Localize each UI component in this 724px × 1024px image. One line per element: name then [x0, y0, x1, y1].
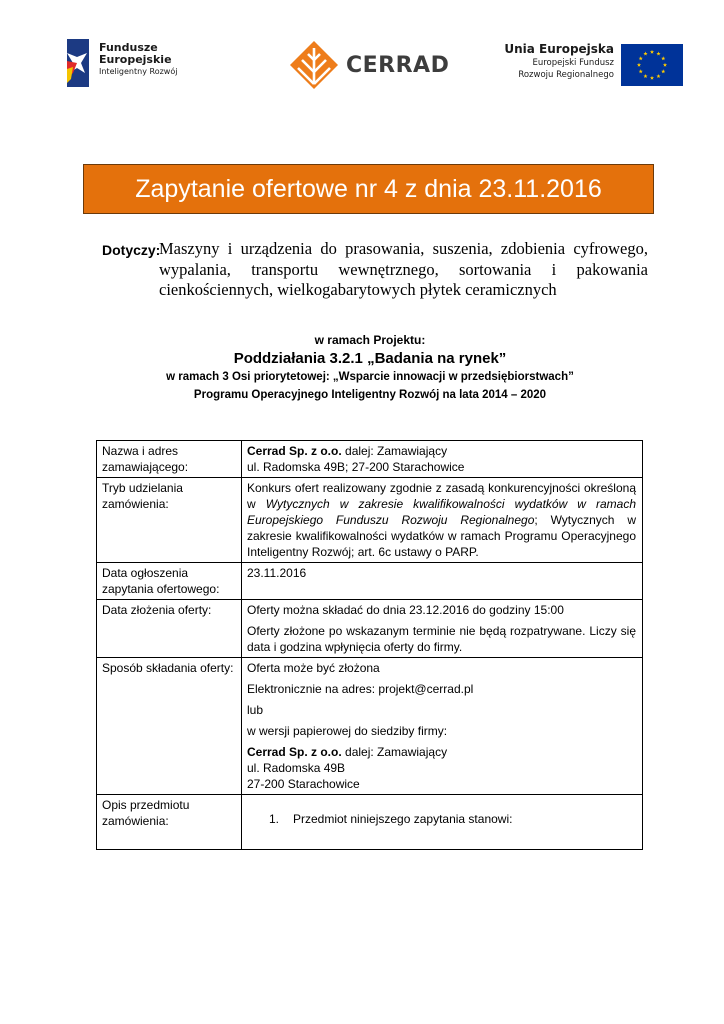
cerrad-wordmark: CERRAD — [346, 53, 450, 78]
ue-line-3: Rozwoju Regionalnego — [518, 70, 614, 80]
document-title: Zapytanie ofertowe nr 4 z dnia 23.11.2016 — [135, 174, 602, 203]
submission-intro: Oferta może być złożona — [247, 661, 380, 675]
deadline-note: Oferty złożone po wskazanym terminie nie będą rozpatrywane. Liczy się data i godzina wpłynięcia oferty do firmy. — [247, 624, 636, 654]
concerning-block — [102, 239, 648, 301]
fe-line-1: Fundusze — [99, 41, 158, 54]
concerning-label: Dotyczy: — [102, 242, 161, 258]
deadline-text: Oferty można składać do dnia 23.12.2016 do godziny 15:00 — [247, 603, 564, 617]
submission-or: lub — [247, 703, 264, 717]
ue-line-1: Unia Europejska — [504, 42, 614, 56]
list-item-number: 1. — [268, 812, 279, 826]
row-value — [242, 441, 643, 478]
row-label: Data ogłoszenia zapytania ofertowego: — [97, 563, 242, 600]
company-address: ul. Radomska 49B; 27-200 Starachowice — [247, 460, 465, 474]
table-row — [97, 441, 643, 478]
cerrad-diamond-icon — [289, 40, 339, 90]
company-name: Cerrad Sp. z o.o. — [247, 444, 342, 458]
row-label: Nazwa i adres zamawiającego: — [97, 441, 242, 478]
list-item-text: Przedmiot niniejszego zapytania stanowi: — [293, 812, 513, 826]
fe-star-icon — [63, 39, 93, 87]
fe-line-2: Europejskie — [99, 53, 172, 66]
procedure-text-1: Konkurs ofert realizowany zgodnie z zasadą konkurencyjności określoną w — [247, 481, 636, 511]
table-row — [97, 600, 643, 658]
row-label: Tryb udzielania zamówienia: — [97, 478, 242, 563]
table-row — [97, 563, 643, 600]
project-programme: Programu Operacyjnego Inteligentny Rozwój na lata 2014 – 2020 — [193, 389, 547, 401]
procedure-text-2: ; Wytycznych w zakresie kwalifikowalności wydatków w ramach Programu Operacyjnego Inteligentny Rozwój; art. 6c ustawy o PARP. — [247, 513, 636, 559]
cerrad-logo — [289, 40, 459, 92]
row-value — [242, 658, 643, 795]
fundusze-europejskie-logo — [63, 39, 193, 87]
unia-europejska-logo — [500, 41, 690, 89]
project-intro: w ramach Projektu: — [314, 333, 426, 347]
project-subaction: Poddziałania 3.2.1 „Badania na rynek” — [233, 350, 507, 367]
eu-flag-icon — [621, 44, 683, 86]
row-label: Data złożenia oferty: — [97, 600, 242, 658]
fe-line-3: Inteligentny Rozwój — [99, 67, 178, 76]
submission-paper: w wersji papierowej do siedziby firmy: — [247, 724, 448, 738]
ue-line-2: Europejski Fundusz — [532, 58, 614, 68]
company-city: 27-200 Starachowice — [247, 777, 360, 791]
list-item — [247, 811, 636, 827]
submission-email: Elektronicznie na adres: projekt@cerrad.pl — [247, 682, 474, 696]
company-suffix: dalej: Zamawiający — [341, 444, 448, 458]
subject-list — [247, 811, 636, 827]
concerning-text: Maszyny i urządzenia do prasowania, suszenia, zdobienia cyfrowego, wypalania, transportu wewnętrznego, sortowania i pakowania cienkościennych, wielkogabarytowych płytek ceramicznych — [159, 239, 648, 299]
row-value — [242, 478, 643, 563]
company-street: ul. Radomska 49B — [247, 761, 346, 775]
announcement-date: 23.11.2016 — [242, 563, 643, 600]
info-table — [96, 440, 643, 850]
table-row — [97, 658, 643, 795]
project-priority-axis: w ramach 3 Osi priorytetowej: „Wsparcie innowacji w przedsiębiorstwach” — [166, 371, 574, 383]
row-value — [242, 600, 643, 658]
title-banner — [83, 164, 654, 214]
table-row — [97, 795, 643, 850]
company-name: Cerrad Sp. z o.o. — [247, 745, 342, 759]
row-value — [242, 795, 643, 850]
row-label: Sposób składania oferty: — [97, 658, 242, 795]
table-row — [97, 478, 643, 563]
procedure-guidelines: Wytycznych w zakresie kwalifikowalności wydatków w ramach Europejskiego Funduszu Rozwoju Regionalnego — [247, 497, 637, 527]
row-label: Opis przedmiotu zamówienia: — [97, 795, 242, 850]
company-suffix: dalej: Zamawiający — [341, 745, 448, 759]
